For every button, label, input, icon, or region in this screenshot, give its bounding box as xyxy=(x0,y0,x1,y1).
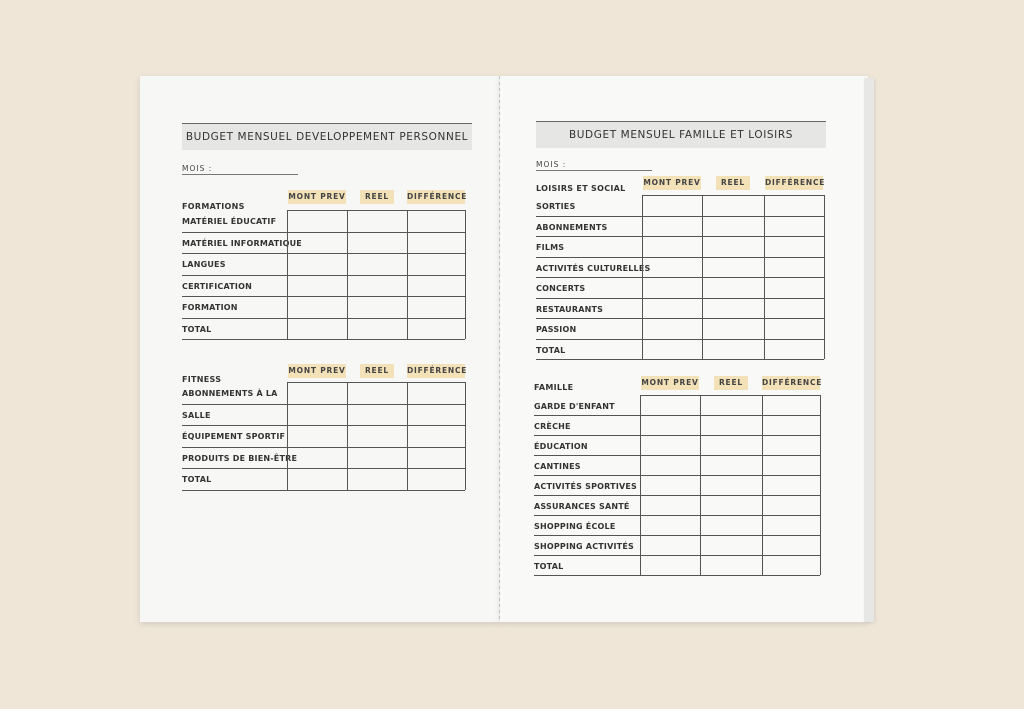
table-rule xyxy=(534,495,820,496)
table-rule xyxy=(182,253,465,254)
left-mois-line xyxy=(182,174,298,175)
table-rule xyxy=(182,275,465,276)
column-header-tag: DIFFÉRENCE xyxy=(765,176,823,190)
table-rule xyxy=(287,210,465,211)
row-label: TOTAL xyxy=(182,475,212,484)
section-label: FORMATIONS xyxy=(182,202,245,211)
row-label: PASSION xyxy=(536,325,577,334)
table-column-rule xyxy=(287,210,288,339)
table-rule xyxy=(182,404,465,405)
table-column-rule xyxy=(640,395,641,575)
row-label: MATÉRIEL INFORMATIQUE xyxy=(182,238,302,248)
table-column-rule xyxy=(347,382,348,490)
row-label: ABONNEMENTS À LA xyxy=(182,389,278,398)
row-label: FORMATION xyxy=(182,303,238,312)
table-rule xyxy=(534,455,820,456)
table-rule xyxy=(287,382,465,383)
row-label: CERTIFICATION xyxy=(182,281,252,291)
table-rule xyxy=(534,475,820,476)
table-rule xyxy=(536,318,824,319)
table-rule xyxy=(536,277,824,278)
table-column-rule xyxy=(642,195,643,359)
table-rule xyxy=(534,535,820,536)
table-column-rule xyxy=(287,382,288,490)
table-rule xyxy=(182,468,465,469)
table-rule xyxy=(534,555,820,556)
table-rule xyxy=(534,435,820,436)
table-rule xyxy=(182,447,465,448)
column-header-tag: MONT PREV xyxy=(288,190,346,204)
row-label: SHOPPING ACTIVITÉS xyxy=(534,542,634,551)
row-label: ASSURANCES SANTÉ xyxy=(534,502,630,511)
page-edge xyxy=(864,78,874,622)
row-label: SHOPPING ÉCOLE xyxy=(534,522,616,531)
table-rule xyxy=(182,490,465,491)
right-page-title: BUDGET MENSUEL FAMILLE ET LOISIRS xyxy=(536,121,826,148)
table-rule xyxy=(536,257,824,258)
section-label: FITNESS xyxy=(182,375,222,384)
table-rule xyxy=(182,232,465,233)
table-rule xyxy=(536,216,824,217)
table-column-rule xyxy=(347,210,348,339)
row-label: FILMS xyxy=(536,243,565,252)
table-rule xyxy=(642,195,824,196)
row-label: RESTAURANTS xyxy=(536,304,604,314)
table-column-rule xyxy=(762,395,763,575)
column-header-tag: MONT PREV xyxy=(643,176,701,190)
table-rule xyxy=(536,236,824,237)
column-header-tag: DIFFÉRENCE xyxy=(407,190,465,204)
table-column-rule xyxy=(465,382,466,490)
right-mois-line xyxy=(536,170,652,171)
row-label: ÉDUCATION xyxy=(534,442,588,451)
column-header-tag: DIFFÉRENCE xyxy=(762,376,820,390)
table-column-rule xyxy=(700,395,701,575)
row-label: CANTINES xyxy=(534,462,581,471)
table-rule xyxy=(182,296,465,297)
row-label: CRÈCHE xyxy=(534,422,571,431)
row-label: TOTAL xyxy=(536,345,566,355)
row-label: TOTAL xyxy=(182,324,212,334)
row-label: SORTIES xyxy=(536,202,576,211)
row-label: TOTAL xyxy=(534,562,564,571)
section-label: FAMILLE xyxy=(534,383,574,392)
row-label: SALLE xyxy=(182,410,211,420)
column-header-tag: REEL xyxy=(360,364,394,378)
left-page xyxy=(140,76,500,622)
table-column-rule xyxy=(407,210,408,339)
table-rule xyxy=(640,395,820,396)
table-column-rule xyxy=(820,395,821,575)
column-header-tag: DIFFÉRENCE xyxy=(407,364,465,378)
row-label: ABONNEMENTS xyxy=(536,222,608,232)
row-label: LANGUES xyxy=(182,260,226,269)
table-column-rule xyxy=(702,195,703,359)
row-label: ACTIVITÉS CULTURELLES xyxy=(536,263,651,273)
table-rule xyxy=(536,359,824,360)
column-header-tag: REEL xyxy=(716,176,750,190)
right-mois-label: MOIS : xyxy=(536,160,567,169)
column-header-tag: MONT PREV xyxy=(641,376,699,390)
open-notebook xyxy=(140,76,868,624)
left-mois-label: MOIS : xyxy=(182,164,213,173)
row-label: GARDE D'ENFANT xyxy=(534,402,615,411)
table-rule xyxy=(536,298,824,299)
column-header-tag: MONT PREV xyxy=(288,364,346,378)
row-label: CONCERTS xyxy=(536,284,586,293)
table-rule xyxy=(182,339,465,340)
table-rule xyxy=(182,318,465,319)
table-rule xyxy=(534,575,820,576)
column-header-tag: REEL xyxy=(714,376,748,390)
table-column-rule xyxy=(824,195,825,359)
left-page-title: BUDGET MENSUEL DEVELOPPEMENT PERSONNEL xyxy=(182,123,472,150)
row-label: ACTIVITÉS SPORTIVES xyxy=(534,482,638,491)
table-column-rule xyxy=(764,195,765,359)
table-rule xyxy=(534,515,820,516)
table-column-rule xyxy=(407,382,408,490)
right-page xyxy=(500,76,868,622)
section-label: LOISIRS ET SOCIAL xyxy=(536,184,626,193)
table-rule xyxy=(536,339,824,340)
table-column-rule xyxy=(465,210,466,339)
table-rule xyxy=(534,415,820,416)
row-label: ÉQUIPEMENT SPORTIF xyxy=(182,432,286,441)
column-header-tag: REEL xyxy=(360,190,394,204)
table-rule xyxy=(182,425,465,426)
row-label: MATÉRIEL ÉDUCATIF xyxy=(182,217,277,226)
row-label: PRODUITS DE BIEN-ÊTRE xyxy=(182,453,298,463)
